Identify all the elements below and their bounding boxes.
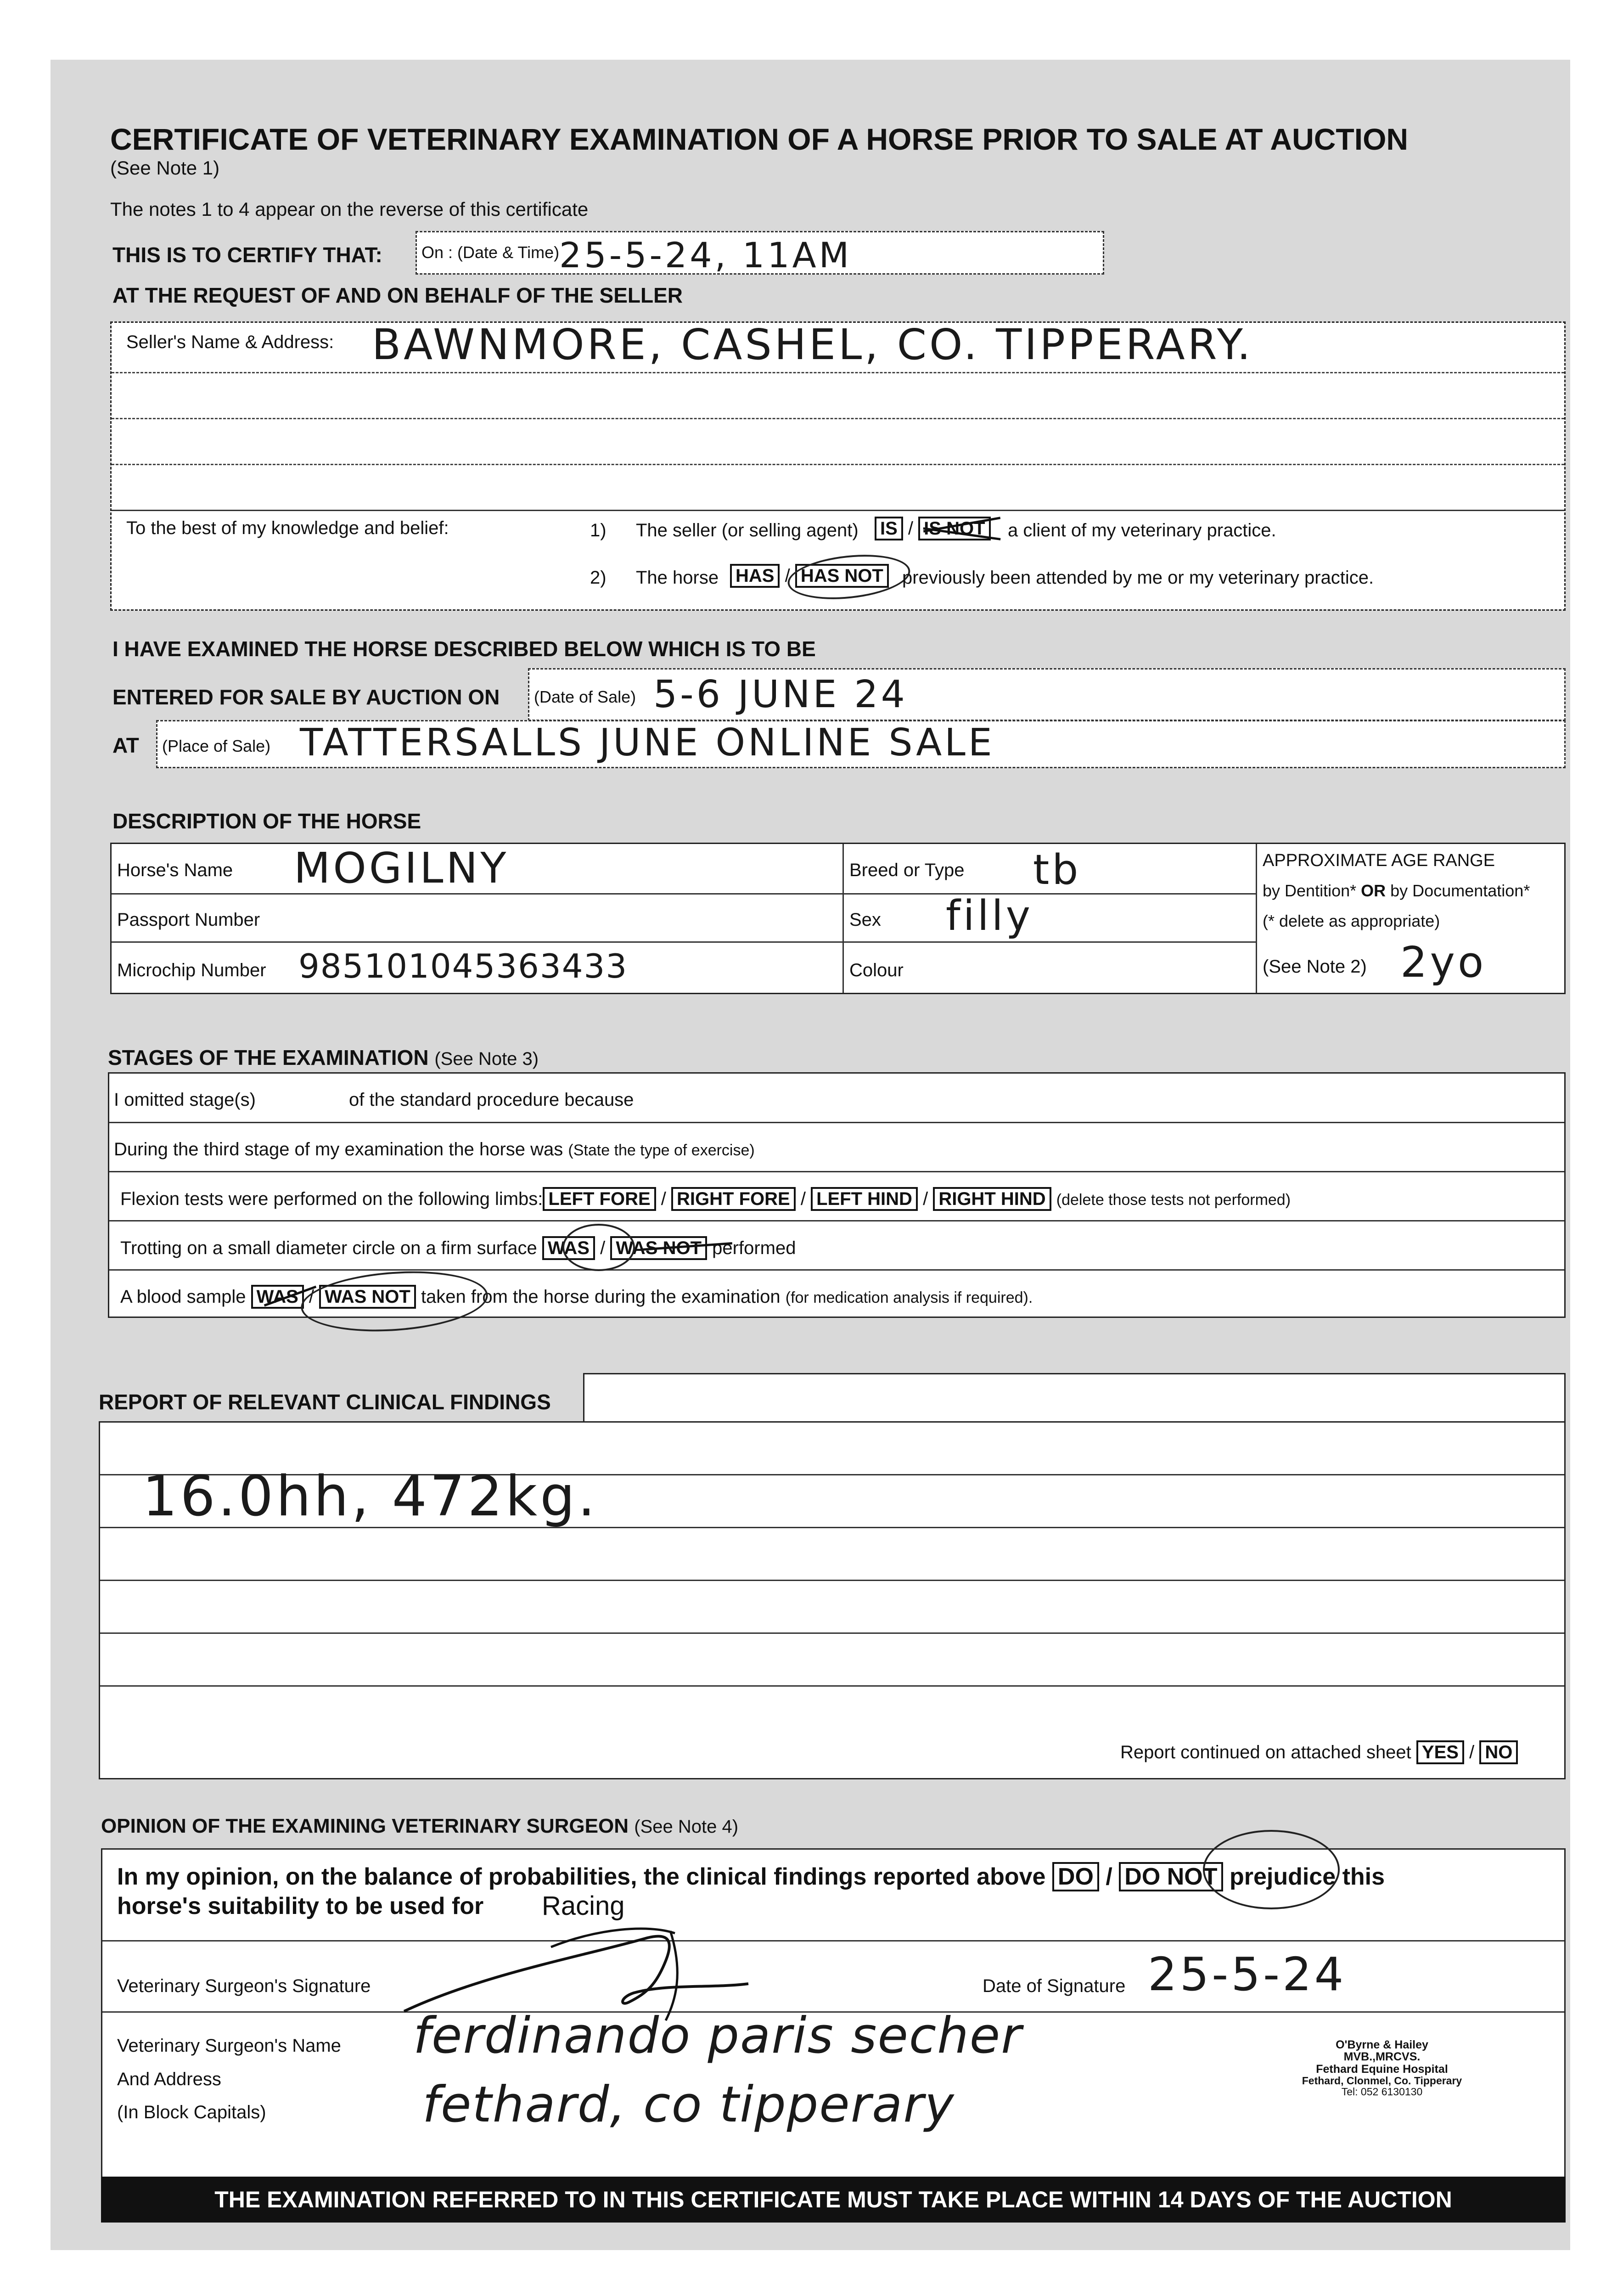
place-of-sale-field[interactable] [156,720,1566,768]
place-of-sale-value: TATTERSALLS JUNE ONLINE SALE [300,721,995,765]
blood-was-not-option[interactable]: WAS NOT [319,1285,416,1309]
date-time-field[interactable] [416,231,1104,275]
sale-heading-1: I HAVE EXAMINED THE HORSE DESCRIBED BELOW WHICH IS TO BE [112,637,816,661]
block-capitals-note: (In Block Capitals) [117,2102,266,2122]
clinical-finding[interactable]: 16.0hh, 472kg. [142,1465,598,1529]
breed-value[interactable]: tb [1033,846,1081,894]
age-delete-note: (* delete as appropriate) [1263,912,1440,930]
name-label: Veterinary Surgeon's Name [117,2036,341,2056]
vet-address-value[interactable]: fethard, co tipperary [422,2076,955,2133]
age-by-line: by Dentition* OR by Documentation* [1263,881,1530,900]
breed-label: Breed or Type [849,860,965,880]
opinion-line-2: horse's suitability to be used for [117,1893,484,1919]
knowledge-item1-pre: The seller (or selling agent) [636,520,859,540]
continued-no-option[interactable]: NO [1479,1740,1518,1764]
sale-heading-2: ENTERED FOR SALE BY AUCTION ON [112,685,500,709]
knowledge-label: To the best of my knowledge and belief: [126,518,449,538]
left-fore-option[interactable]: LEFT FORE [543,1187,656,1211]
microchip-label: Microchip Number [117,960,266,980]
has-sep: / [785,566,790,586]
has-option[interactable]: HAS [730,564,780,588]
knowledge-item1-num: 1) [590,520,607,540]
report-continued-line: Report continued on attached sheet YES / NO [1120,1740,1518,1764]
trot-was-circle [562,1224,635,1271]
horse-name-value[interactable]: MOGILNY [294,844,509,893]
third-stage-line: During the third stage of my examination the horse was (State the type of exercise) [114,1139,755,1159]
knowledge-item2-post: previously been attended by me or my veterinary practice. [902,568,1374,588]
flexion-line: Flexion tests were performed on the following limbs: LEFT FORE / RIGHT FORE / LEFT HIND / RIGHT HIND (delete those tests not performed) [120,1187,1291,1211]
address-label: And Address [117,2069,221,2089]
do-not-circle [1203,1830,1340,1909]
right-fore-option[interactable]: RIGHT FORE [671,1187,796,1211]
footer-text: THE EXAMINATION REFERRED TO IN THIS CERTIFICATE MUST TAKE PLACE WITHIN 14 DAYS OF THE AUCTION [214,2187,1452,2212]
date-time-label: On : (Date & Time) [421,243,560,262]
is-not-text: IS NOT [924,518,985,539]
omitted-post: of the standard procedure because [349,1090,634,1110]
at-label: AT [112,733,139,757]
request-label: AT THE REQUEST OF AND ON BEHALF OF THE SELLER [112,283,683,307]
blood-was-option[interactable]: WAS [251,1285,304,1309]
certify-label: THIS IS TO CERTIFY THAT: [112,243,382,267]
description-heading: DESCRIPTION OF THE HORSE [112,809,421,833]
opinion-heading: OPINION OF THE EXAMINING VETERINARY SURGEON (See Note 4) [101,1815,739,1837]
horse-name-label: Horse's Name [117,860,233,880]
age-value[interactable]: 2yo [1400,938,1487,987]
opinion-do-not-option[interactable]: DO NOT [1119,1862,1223,1891]
report-heading: REPORT OF RELEVANT CLINICAL FINDINGS [99,1390,551,1414]
passport-label: Passport Number [117,910,260,930]
footer-banner [101,2177,1566,2223]
seller-value[interactable]: BAWNMORE, CASHEL, CO. TIPPERARY. [372,320,1253,369]
date-of-sale-value: 5-6 JUNE 24 [653,673,908,716]
sex-value[interactable]: filly [946,892,1033,940]
seller-label: Seller's Name & Address: [126,332,334,352]
see-note-1: (See Note 1) [110,157,220,179]
stages-heading: STAGES OF THE EXAMINATION (See Note 3) [108,1046,539,1069]
knowledge-item1-post: a client of my veterinary practice. [1008,520,1276,540]
date-of-sale-label: (Date of Sale) [534,687,636,706]
certificate-title: CERTIFICATE OF VETERINARY EXAMINATION OF A HORSE PRIOR TO SALE AT AUCTION [110,122,1409,156]
is-option[interactable]: IS [875,517,903,540]
knowledge-item2-num: 2) [590,568,607,588]
opinion-purpose[interactable]: Racing [542,1891,625,1921]
opinion-do-option[interactable]: DO [1052,1862,1099,1891]
place-of-sale-label: (Place of Sale) [162,737,271,755]
age-see-note: (See Note 2) [1263,957,1367,977]
practice-stamp: O'Byrne & Hailey MVB.,MRCVS. Fethard Equine Hospital Fethard, Clonmel, Co. Tipperary Tel: 052 6130130 [1302,2038,1462,2098]
trot-was-option[interactable]: WAS [542,1236,595,1260]
left-hind-option[interactable]: LEFT HIND [811,1187,918,1211]
knowledge-item2-pre: The horse [636,568,719,588]
microchip-value[interactable]: 985101045363433 [298,947,628,985]
date-signature-label: Date of Signature [983,1976,1126,1996]
notes-line: The notes 1 to 4 appear on the reverse of this certificate [110,198,589,220]
date-signature-value[interactable]: 25-5-24 [1148,1947,1347,2001]
date-of-sale-field[interactable] [528,668,1566,721]
colour-label: Colour [849,960,904,980]
signature-label: Veterinary Surgeon's Signature [117,1976,371,1996]
has-not-option[interactable]: HAS NOT [795,564,889,588]
age-range-label: APPROXIMATE AGE RANGE [1263,851,1495,870]
date-time-value: 25-5-24, 11AM [559,235,852,276]
continued-yes-option[interactable]: YES [1416,1740,1464,1764]
trot-was-not-option[interactable]: WAS NOT [610,1236,707,1260]
omitted-pre: I omitted stage(s) [114,1090,256,1110]
blood-line: A blood sample WAS / WAS NOT taken from the horse during the examination (for medication analysis if required). [120,1285,1033,1309]
sex-label: Sex [849,910,881,930]
opinion-line-1: In my opinion, on the balance of probabilities, the clinical findings reported above DO / DO NOT prejudice this [117,1862,1385,1891]
report-heading-box [583,1373,1566,1424]
right-hind-option[interactable]: RIGHT HIND [933,1187,1051,1211]
trot-line: Trotting on a small diameter circle on a firm surface WAS / WAS NOT performed [120,1236,796,1260]
is-sep: / [908,518,914,539]
vet-name-value[interactable]: ferdinando paris secher [413,2007,1022,2065]
